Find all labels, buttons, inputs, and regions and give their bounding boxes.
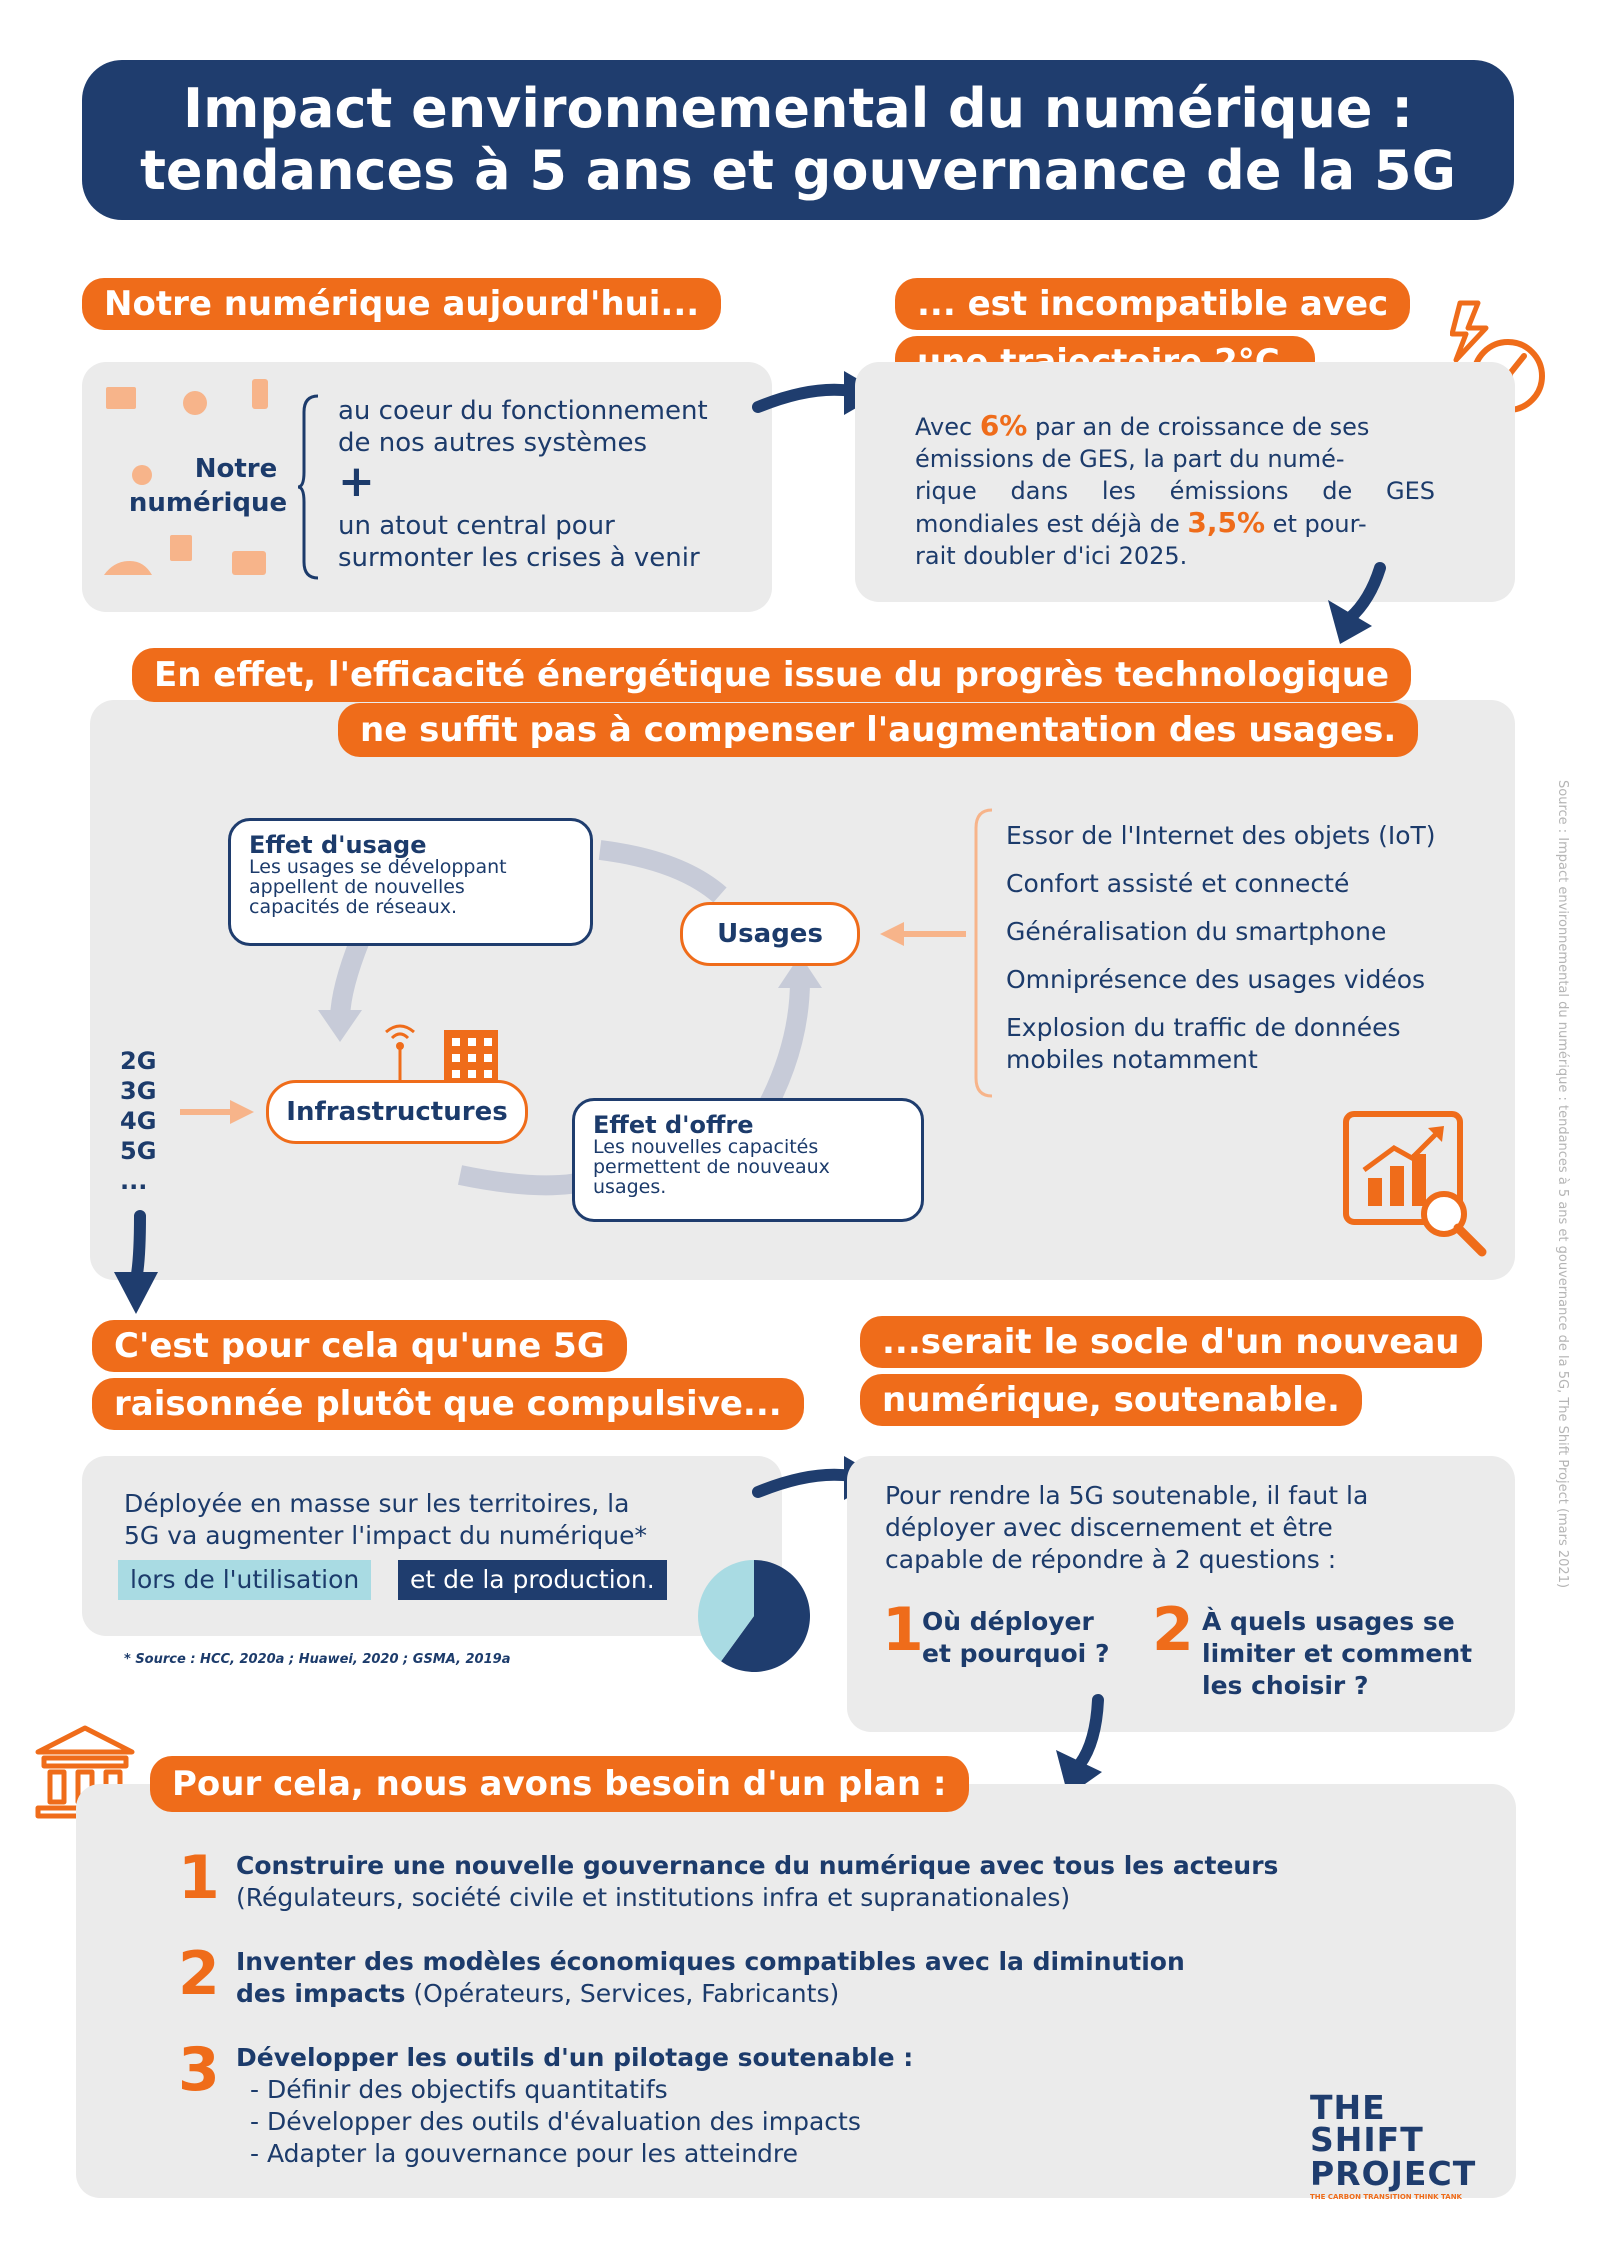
effet-offre-bubble xyxy=(572,1098,924,1222)
trends-list xyxy=(1006,812,1436,1004)
effet-offre-text-3: usages. xyxy=(593,1176,667,1198)
deploiement-line2: 5G va augmenter l'impact du numérique* xyxy=(124,1521,648,1550)
gen-4g: 4G xyxy=(120,1107,157,1135)
plan-item-1-number: 1 xyxy=(178,1843,220,1913)
plan-item-3 xyxy=(236,2042,913,2170)
curly-brace xyxy=(296,392,322,582)
effet-usage-text-1: Les usages se développant xyxy=(249,856,507,878)
logo-line1: THE SHIFT xyxy=(1310,2088,1424,2159)
plan-item-1 xyxy=(236,1850,1278,1914)
trend-trafic xyxy=(1006,1012,1401,1076)
plan-item-3-bullet-1: - Définir des objectifs quantitatifs xyxy=(250,2075,668,2104)
soutenable-line1: Pour rendre la 5G soutenable, il faut la xyxy=(885,1481,1369,1510)
effet-offre-title: Effet d'offre xyxy=(593,1111,754,1139)
label-socle-2: numérique, soutenable. xyxy=(860,1374,1362,1426)
plan-item-3-bullet-2: - Développer des outils d'évaluation des impacts xyxy=(250,2107,861,2136)
point1-line1: au coeur du fonctionnement xyxy=(338,396,708,426)
trend-trafic-line2: mobiles notamment xyxy=(1006,1045,1258,1074)
title-line-1: Impact environnemental du numérique : xyxy=(183,77,1413,140)
highlight-production: et de la production. xyxy=(398,1560,667,1600)
logo-line2: PROJECT xyxy=(1310,2154,1477,2193)
plan-item-2-title-l1: Inventer des modèles économiques compatibles avec la diminution xyxy=(236,1947,1185,1976)
plan-item-2 xyxy=(236,1946,1185,2010)
point1-line2: de nos autres systèmes xyxy=(338,428,648,458)
title-banner xyxy=(82,60,1514,220)
plan-item-2-title-l2: des impacts xyxy=(236,1979,406,2008)
notre-word: Notre xyxy=(194,454,278,484)
plan-item-2-number: 2 xyxy=(178,1939,220,2009)
gen-3g: 3G xyxy=(120,1077,157,1105)
source-note: * Source : HCC, 2020a ; Huawei, 2020 ; GSMA, 2019a xyxy=(124,1652,511,1667)
soutenable-line3: capable de répondre à 2 questions : xyxy=(885,1545,1337,1574)
incompat-line2: émissions de GES, la part du numé- xyxy=(915,445,1345,473)
usages-node: Usages xyxy=(680,902,860,966)
soutenable-text xyxy=(885,1480,1368,1576)
incompat-line3: rique dans les émissions de GES xyxy=(915,477,1435,505)
trend-trafic-line1: Explosion du traffic de données xyxy=(1006,1013,1401,1042)
plan-item-3-title: Développer les outils d'un pilotage soutenable : xyxy=(236,2043,914,2072)
incompat-line5: rait doubler d'ici 2025. xyxy=(915,542,1188,570)
question-1-number: 1 xyxy=(882,1595,924,1665)
numerique-label xyxy=(118,486,298,520)
point-atout-central xyxy=(338,510,700,574)
soutenable-line2: déployer avec discernement et être xyxy=(885,1513,1333,1542)
question-2-line1: À quels usages se xyxy=(1202,1607,1455,1636)
arrow-generations-to-infra xyxy=(178,1096,258,1128)
label-notre-numerique: Notre numérique aujourd'hui... xyxy=(82,278,721,330)
question-2-line2: limiter et comment xyxy=(1202,1639,1473,1668)
plan-item-3-bullet-3: - Adapter la gouvernance pour les atteindre xyxy=(250,2139,799,2168)
trend-videos: Omniprésence des usages vidéos xyxy=(1006,965,1426,994)
highlight-utilisation: lors de l'utilisation xyxy=(118,1560,371,1600)
arrow-down-curved-1 xyxy=(1320,560,1400,650)
effet-offre-text xyxy=(593,1137,903,1197)
point2-line2: surmonter les crises à venir xyxy=(338,543,700,573)
label-socle-1: ...serait le socle d'un nouveau xyxy=(860,1316,1482,1368)
point2-line1: un atout central pour xyxy=(338,511,615,541)
gen-2g: 2G xyxy=(120,1047,157,1075)
label-plan: Pour cela, nous avons besoin d'un plan : xyxy=(150,1756,969,1812)
gen-5g: 5G xyxy=(120,1137,157,1165)
incompat-line1: Avec 6% par an de croissance de ses xyxy=(915,409,1370,442)
question-2 xyxy=(1202,1606,1472,1702)
effet-offre-text-2: permettent de nouveaux xyxy=(593,1156,830,1178)
label-efficacite-1: En effet, l'efficacité énergétique issue du progrès technologique xyxy=(132,648,1411,702)
effet-offre-text-1: Les nouvelles capacités xyxy=(593,1136,819,1158)
plan-item-2-text: (Opérateurs, Services, Fabricants) xyxy=(405,1979,840,2008)
analytics-magnifier-icon xyxy=(1340,1108,1490,1258)
effet-usage-text-2: appellent de nouvelles xyxy=(249,876,465,898)
question-1-line1: Où déployer xyxy=(922,1607,1094,1636)
infrastructures-node: Infrastructures xyxy=(266,1080,528,1144)
arrow-down-2 xyxy=(106,1210,166,1320)
label-5g-raisonnee-2: raisonnée plutôt que compulsive... xyxy=(92,1378,804,1430)
arrow-trends-to-usages xyxy=(878,918,968,950)
question-2-number: 2 xyxy=(1152,1595,1194,1665)
label-incompatible-1: ... est incompatible avec xyxy=(895,278,1410,330)
deploiement-line1: Déployée en masse sur les territoires, la xyxy=(124,1489,630,1518)
vertical-source-text: Source : Impact environnemental du numérique : tendances à 5 ans et gouvernance de la 5G, The Shift Project (mars 2021) xyxy=(1555,780,1570,1589)
label-5g-raisonnee-1: C'est pour cela qu'une 5G xyxy=(92,1320,627,1372)
plan-item-3-number: 3 xyxy=(178,2035,220,2105)
label-efficacite-2: ne suffit pas à compenser l'augmentation des usages. xyxy=(338,703,1418,757)
trend-smartphone: Généralisation du smartphone xyxy=(1006,917,1387,946)
question-2-line3: les choisir ? xyxy=(1202,1671,1369,1700)
numerique-word: numérique xyxy=(128,488,288,518)
plan-item-2-line2 xyxy=(236,1978,1185,2010)
the-shift-project-logo xyxy=(1310,2088,1480,2202)
question-1 xyxy=(922,1606,1109,1670)
effet-usage-text-3: capacités de réseaux. xyxy=(249,896,458,918)
logo-tagline: THE CARBON TRANSITION THINK TANK xyxy=(1310,2193,1462,2201)
trend-confort: Confort assisté et connecté xyxy=(1006,869,1350,898)
effet-usage-text xyxy=(249,857,572,917)
question-1-line2: et pourquoi ? xyxy=(922,1639,1110,1668)
plus-sign: + xyxy=(338,456,375,507)
effet-usage-bubble xyxy=(228,818,593,946)
plan-item-1-title: Construire une nouvelle gouvernance du numérique avec tous les acteurs xyxy=(236,1851,1279,1880)
trend-iot: Essor de l'Internet des objets (IoT) xyxy=(1006,821,1436,850)
notre-numerique-label xyxy=(186,452,286,486)
effet-usage-title: Effet d'usage xyxy=(249,831,427,859)
plan-item-1-text: (Régulateurs, société civile et institutions infra et supranationales) xyxy=(236,1883,1071,1912)
deploiement-text xyxy=(124,1488,647,1552)
incompat-line4: mondiales est déjà de 3,5% et pour- xyxy=(915,506,1367,539)
impact-pie-chart xyxy=(694,1556,814,1676)
generations-list xyxy=(120,1046,156,1196)
title-line-2: tendances à 5 ans et gouvernance de la 5G xyxy=(140,139,1456,202)
trends-bracket xyxy=(972,808,994,1098)
point-coeur-fonctionnement xyxy=(338,395,708,459)
incompatible-text xyxy=(915,410,1435,572)
gen-more: ... xyxy=(120,1167,148,1195)
